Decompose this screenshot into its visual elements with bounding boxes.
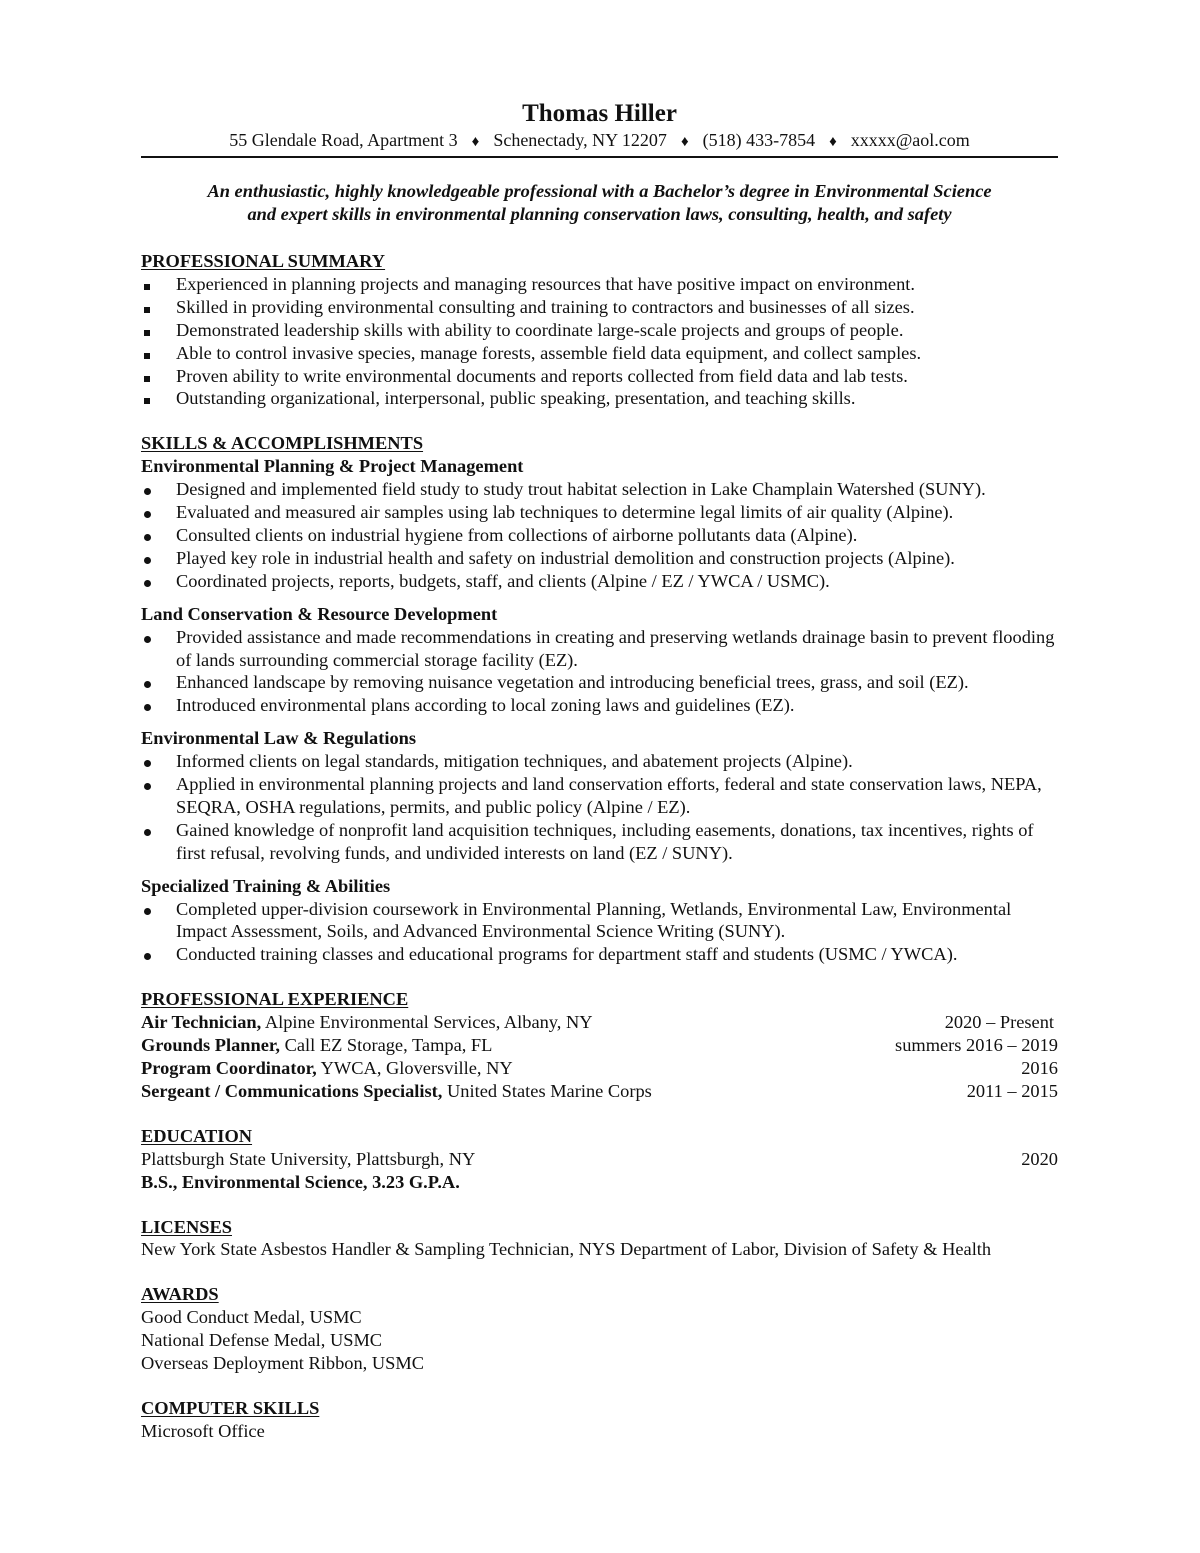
round-bullet-icon	[141, 626, 153, 649]
round-bullet-icon	[141, 547, 153, 570]
list-item: Skilled in providing environmental consulting and training to contractors and businesses of all sizes.	[141, 296, 1058, 319]
job-dates: summers 2016 – 2019	[895, 1035, 1058, 1056]
address: 55 Glendale Road, Apartment 3	[229, 130, 458, 150]
subsection-heading: Environmental Planning & Project Management	[141, 456, 524, 477]
list-item: Applied in environmental planning projects and land conservation efforts, federal and state conservation laws, NEPA, SEQRA, OSHA regulations, permits, and public policy (Alpine / EZ).	[141, 773, 1058, 819]
computer-skills-section	[141, 1397, 1058, 1443]
job-row	[141, 1080, 1058, 1103]
phone: (518) 433-7854	[702, 130, 816, 150]
award-item: Good Conduct Medal, USMC	[141, 1307, 362, 1328]
list-item: Conducted training classes and educational programs for department staff and students (USMC / YWCA).	[141, 943, 1058, 966]
license-text: New York State Asbestos Handler & Sampling Technician, NYS Department of Labor, Division of Safety & Health	[141, 1239, 992, 1260]
skills-list	[141, 750, 1058, 865]
job-dates: 2011 – 2015	[966, 1080, 1058, 1101]
graduation-year: 2020	[1021, 1148, 1058, 1169]
round-bullet-icon	[141, 819, 153, 842]
skills-list	[141, 898, 1058, 967]
round-bullet-icon	[141, 750, 153, 773]
computer-skill: Microsoft Office	[141, 1420, 265, 1441]
resume-page	[141, 100, 1058, 1443]
award-item: National Defense Medal, USMC	[141, 1330, 383, 1351]
list-item: Evaluated and measured air samples using lab techniques to determine legal limits of air quality (Alpine).	[141, 501, 1058, 524]
diamond-separator-icon: ♦	[680, 134, 689, 150]
tagline	[141, 180, 1058, 226]
candidate-name: Thomas Hiller	[522, 100, 677, 127]
round-bullet-icon	[141, 898, 153, 921]
list-item: Proven ability to write environmental documents and reports collected from field data and lab tests.	[141, 365, 1058, 388]
list-item: Enhanced landscape by removing nuisance vegetation and introducing beneficial trees, grass, and soil (EZ).	[141, 671, 1058, 694]
section-title: PROFESSIONAL SUMMARY	[141, 251, 386, 271]
square-bullet-icon	[141, 319, 153, 342]
round-bullet-icon	[141, 694, 153, 717]
round-bullet-icon	[141, 524, 153, 547]
list-item: Demonstrated leadership skills with ability to coordinate large-scale projects and groups of people.	[141, 319, 1058, 342]
skills-list	[141, 626, 1058, 718]
list-item: Played key role in industrial health and safety on industrial demolition and construction projects (Alpine).	[141, 547, 1058, 570]
round-bullet-icon	[141, 943, 153, 966]
list-item: Experienced in planning projects and managing resources that have positive impact on environment.	[141, 273, 1058, 296]
email: xxxxx@aol.com	[850, 130, 970, 150]
job-role: Program Coordinator,	[141, 1058, 317, 1078]
list-item: Able to control invasive species, manage forests, assemble field data equipment, and collect samples.	[141, 342, 1058, 365]
round-bullet-icon	[141, 570, 153, 593]
list-item: Introduced environmental plans according to local zoning laws and guidelines (EZ).	[141, 694, 1058, 717]
list-item: Coordinated projects, reports, budgets, staff, and clients (Alpine / EZ / YWCA / USMC).	[141, 570, 1058, 593]
job-role: Grounds Planner,	[141, 1035, 280, 1056]
square-bullet-icon	[141, 365, 153, 388]
job-org: Call EZ Storage, Tampa, FL	[284, 1035, 493, 1056]
contact-line	[141, 128, 1058, 158]
job-org: United States Marine Corps	[447, 1080, 652, 1101]
round-bullet-icon	[141, 671, 153, 694]
diamond-separator-icon: ♦	[829, 134, 837, 150]
tagline-line: and expert skills in environmental planning conservation laws, consulting, health, and safety	[247, 204, 952, 224]
job-org: YWCA, Gloversville, NY	[320, 1058, 513, 1078]
degree: B.S., Environmental Science, 3.23 G.P.A.	[141, 1171, 460, 1192]
job-dates: 2020 – Present	[944, 1012, 1054, 1033]
skills-list	[141, 478, 1058, 593]
subsection-heading: Environmental Law & Regulations	[141, 728, 417, 749]
summary-list	[141, 273, 1058, 410]
subsection-heading: Land Conservation & Resource Development	[141, 603, 498, 624]
job-role: Air Technician,	[141, 1012, 262, 1033]
square-bullet-icon	[141, 387, 153, 410]
list-item: Gained knowledge of nonprofit land acquisition techniques, including easements, donations, tax incentives, rights of first refusal, revolving funds, and undivided interests on land (EZ / SUNY).	[141, 819, 1058, 865]
job-dates: 2016	[1021, 1058, 1058, 1078]
city-state-zip: Schenectady, NY 12207	[493, 130, 667, 150]
award-item: Overseas Deployment Ribbon, USMC	[141, 1353, 424, 1374]
job-role: Sergeant / Communications Specialist,	[141, 1080, 443, 1101]
diamond-separator-icon: ♦	[471, 134, 480, 150]
tagline-line: An enthusiastic, highly knowledgeable professional with a Bachelor’s degree in Environmental Science	[207, 181, 992, 201]
round-bullet-icon	[141, 501, 153, 524]
section-title: AWARDS	[141, 1284, 219, 1305]
awards-section	[141, 1283, 1058, 1375]
professional-summary-section	[141, 250, 1058, 410]
skills-section	[141, 432, 1058, 966]
section-title: LICENSES	[141, 1216, 232, 1237]
list-item: Provided assistance and made recommendations in creating and preserving wetlands drainage basin to prevent flooding of lands surrounding commercial storage facility (EZ).	[141, 626, 1058, 672]
round-bullet-icon	[141, 478, 153, 501]
job-row	[141, 1034, 1058, 1057]
list-item: Outstanding organizational, interpersonal, public speaking, presentation, and teaching skills.	[141, 387, 1058, 410]
job-org: Alpine Environmental Services, Albany, NY	[264, 1012, 593, 1033]
round-bullet-icon	[141, 773, 153, 796]
section-title: SKILLS & ACCOMPLISHMENTS	[141, 433, 424, 454]
education-row	[141, 1148, 1058, 1171]
section-title: EDUCATION	[141, 1125, 253, 1146]
licenses-section	[141, 1216, 1058, 1262]
job-row	[141, 1011, 1058, 1034]
list-item: Informed clients on legal standards, mitigation techniques, and abatement projects (Alpine).	[141, 750, 1058, 773]
square-bullet-icon	[141, 273, 153, 296]
list-item: Consulted clients on industrial hygiene from collections of airborne pollutants data (Alpine).	[141, 524, 1058, 547]
square-bullet-icon	[141, 342, 153, 365]
square-bullet-icon	[141, 296, 153, 319]
list-item: Designed and implemented field study to study trout habitat selection in Lake Champlain Watershed (SUNY).	[141, 478, 1058, 501]
section-title: PROFESSIONAL EXPERIENCE	[141, 989, 409, 1010]
experience-section	[141, 988, 1058, 1103]
list-item: Completed upper-division coursework in Environmental Planning, Wetlands, Environmental Law, Environmental Impact Assessment, Soils, and Advanced Environmental Science Writing (SUNY).	[141, 898, 1058, 944]
job-row	[141, 1057, 1058, 1080]
education-section	[141, 1125, 1058, 1194]
subsection-heading: Specialized Training & Abilities	[141, 875, 391, 896]
school: Plattsburgh State University, Plattsburgh, NY	[141, 1148, 476, 1169]
section-title: COMPUTER SKILLS	[141, 1397, 320, 1418]
